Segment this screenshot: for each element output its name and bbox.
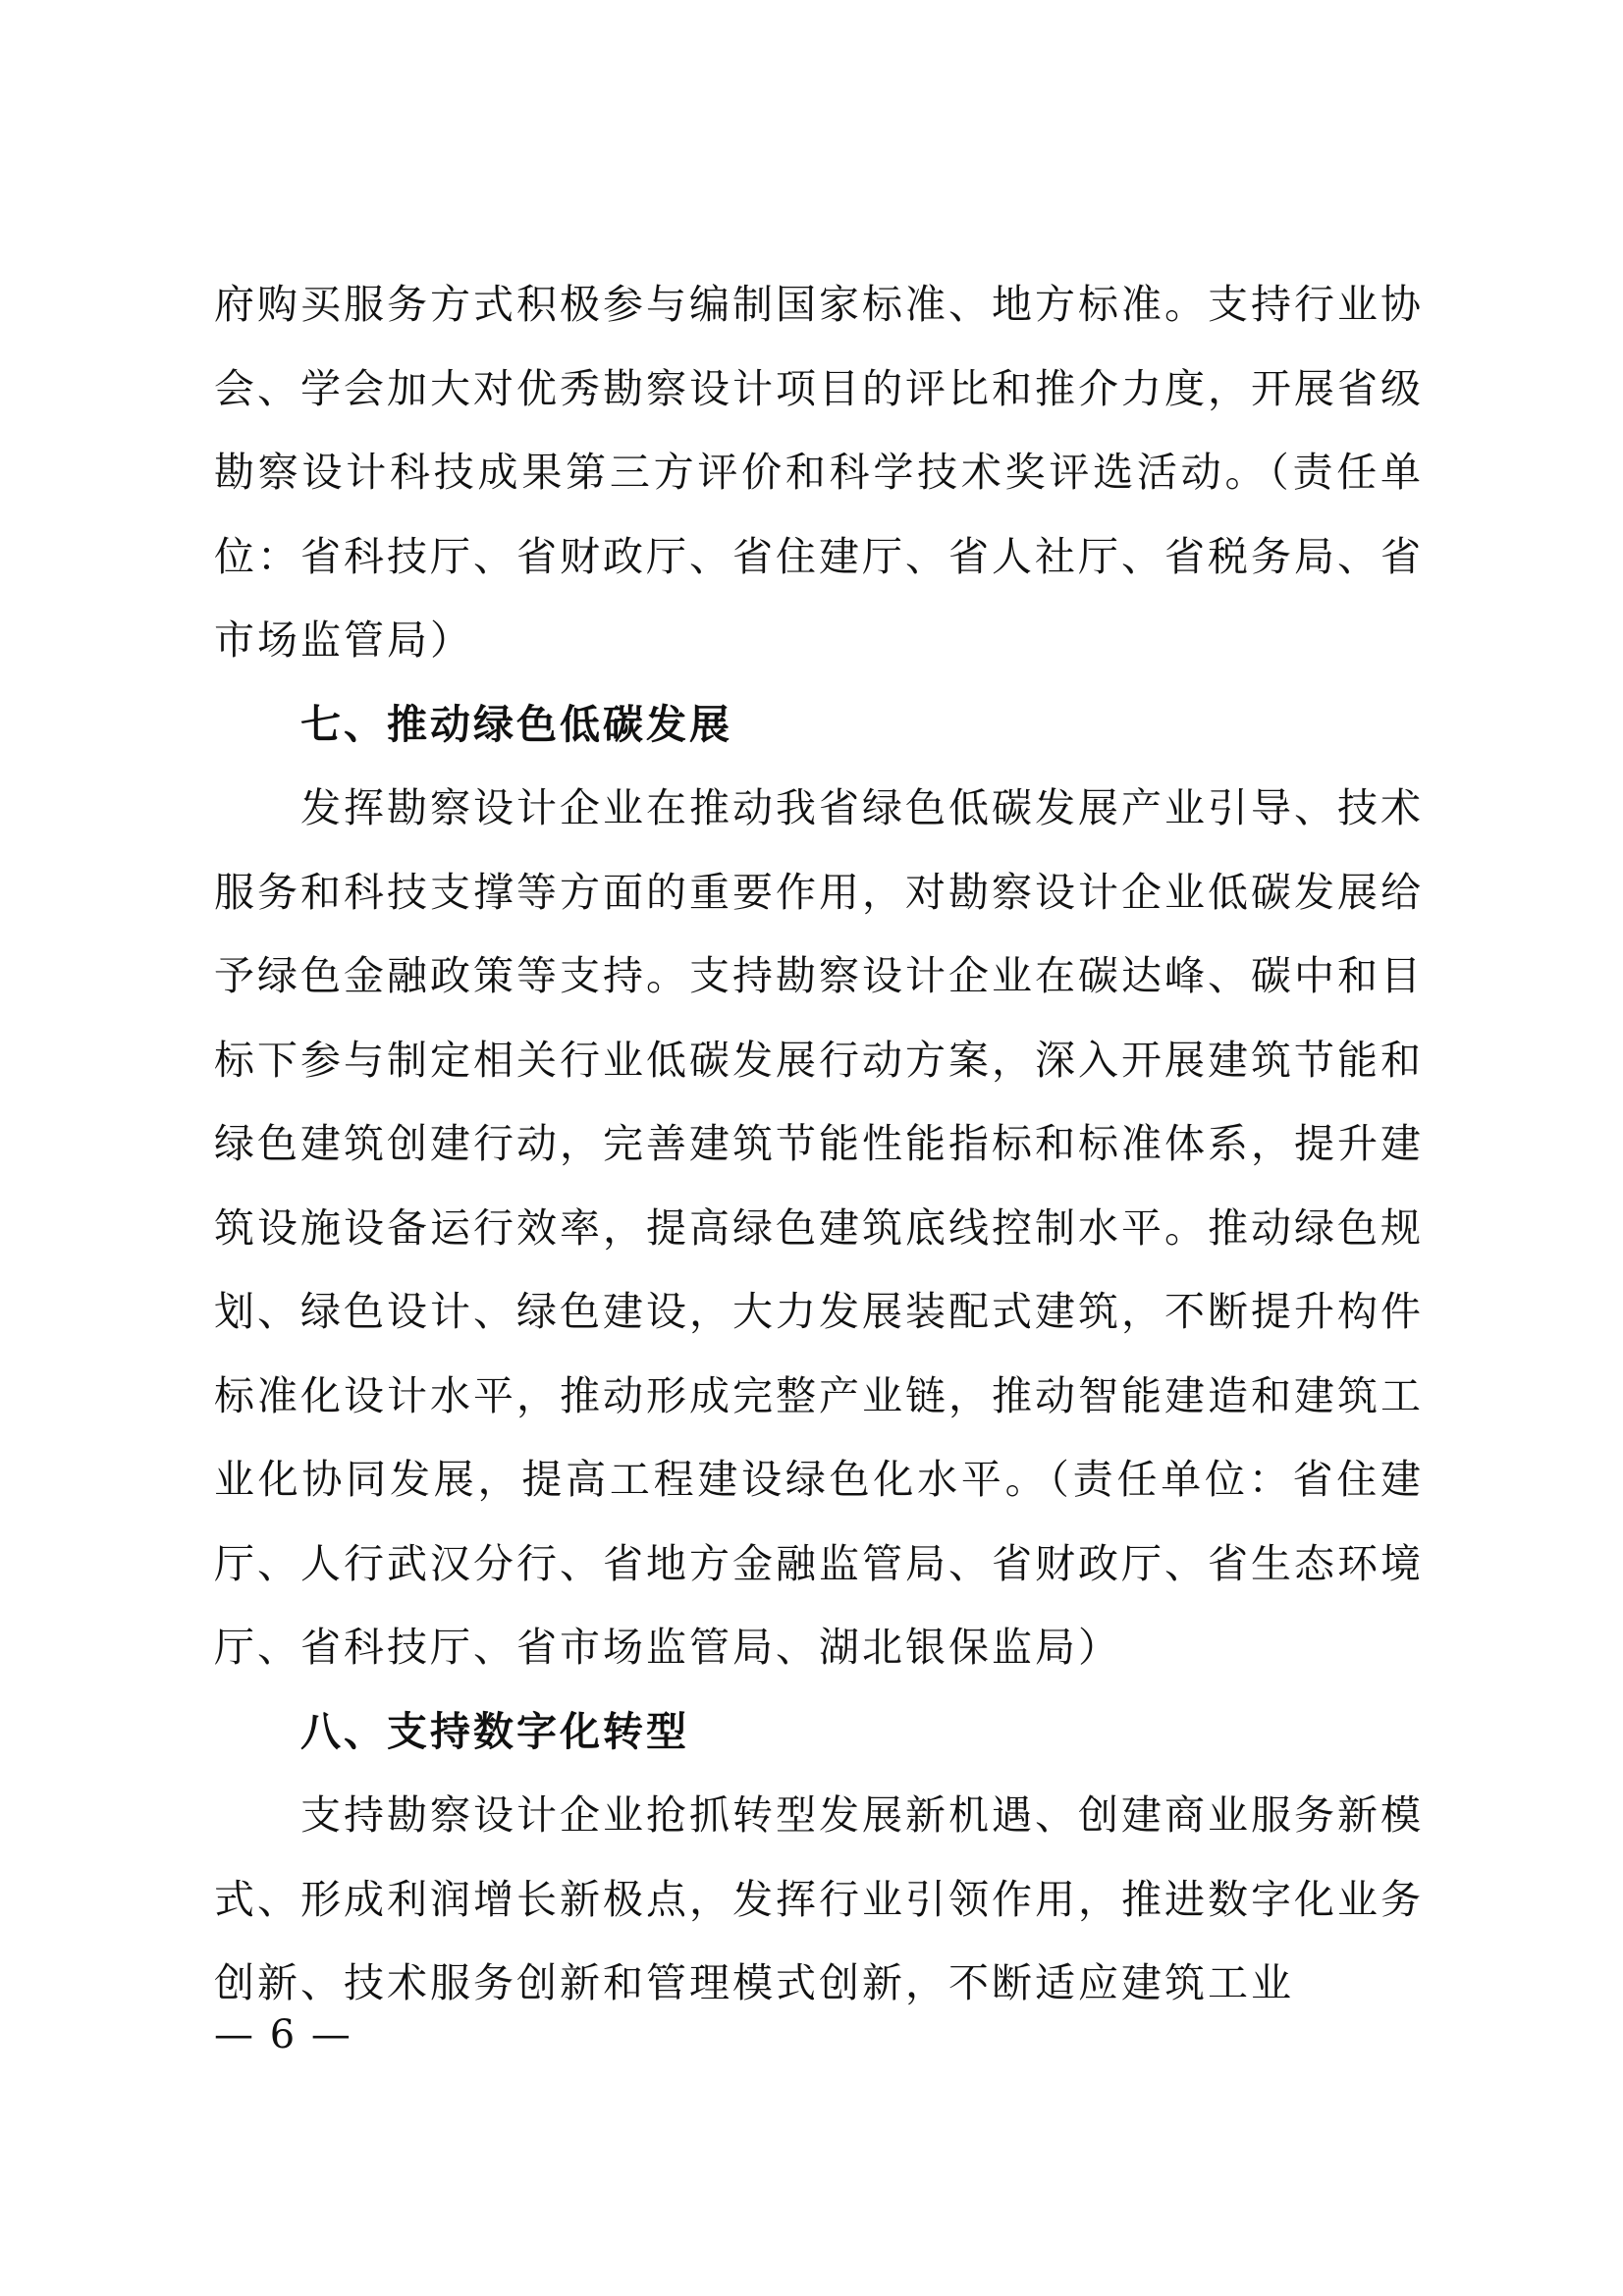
page-body (214, 263, 1424, 2026)
section-heading-digital-transformation: 八、支持数字化转型 (300, 1707, 689, 1755)
section-heading-green-low-carbon: 七、推动绿色低碳发展 (300, 700, 732, 748)
paragraph-continued-government-procurement: 府购买服务方式积极参与编制国家标准、地方标准。支持行业协会、学会加大对优秀勘察设计项目的评比和推介力度，开展省级勘察设计科技成果第三方评价和科学技术奖评选活动。（责任单位：省科技厅、省财政厅、省住建厅、省人社厅、省税务局、省市场监管局） (214, 281, 1424, 664)
paragraph-digital-transformation: 支持勘察设计企业抢抓转型发展新机遇、创建商业服务新模式、形成利润增长新极点，发挥行业引领作用，推进数字化业务创新、技术服务创新和管理模式创新，不断适应建筑工业 (214, 1791, 1424, 2006)
page-number: — 6 — (214, 2012, 352, 2057)
paragraph-green-low-carbon: 发挥勘察设计企业在推动我省绿色低碳发展产业引导、技术服务和科技支撑等方面的重要作用，对勘察设计企业低碳发展给予绿色金融政策等支持。支持勘察设计企业在碳达峰、碳中和目标下参与制定相关行业低碳发展行动方案，深入开展建筑节能和绿色建筑创建行动，完善建筑节能性能指标和标准体系，提升建筑设施设备运行效率，提高绿色建筑底线控制水平。推动绿色规划、绿色设计、绿色建设，大力发展装配式建筑，不断提升构件标准化设计水平，推动形成完整产业链，推动智能建造和建筑工业化协同发展，提高工程建设绿色化水平。（责任单位：省住建厅、人行武汉分行、省地方金融监管局、省财政厅、省生态环境厅、省科技厅、省市场监管局、湖北银保监局） (214, 784, 1424, 1671)
